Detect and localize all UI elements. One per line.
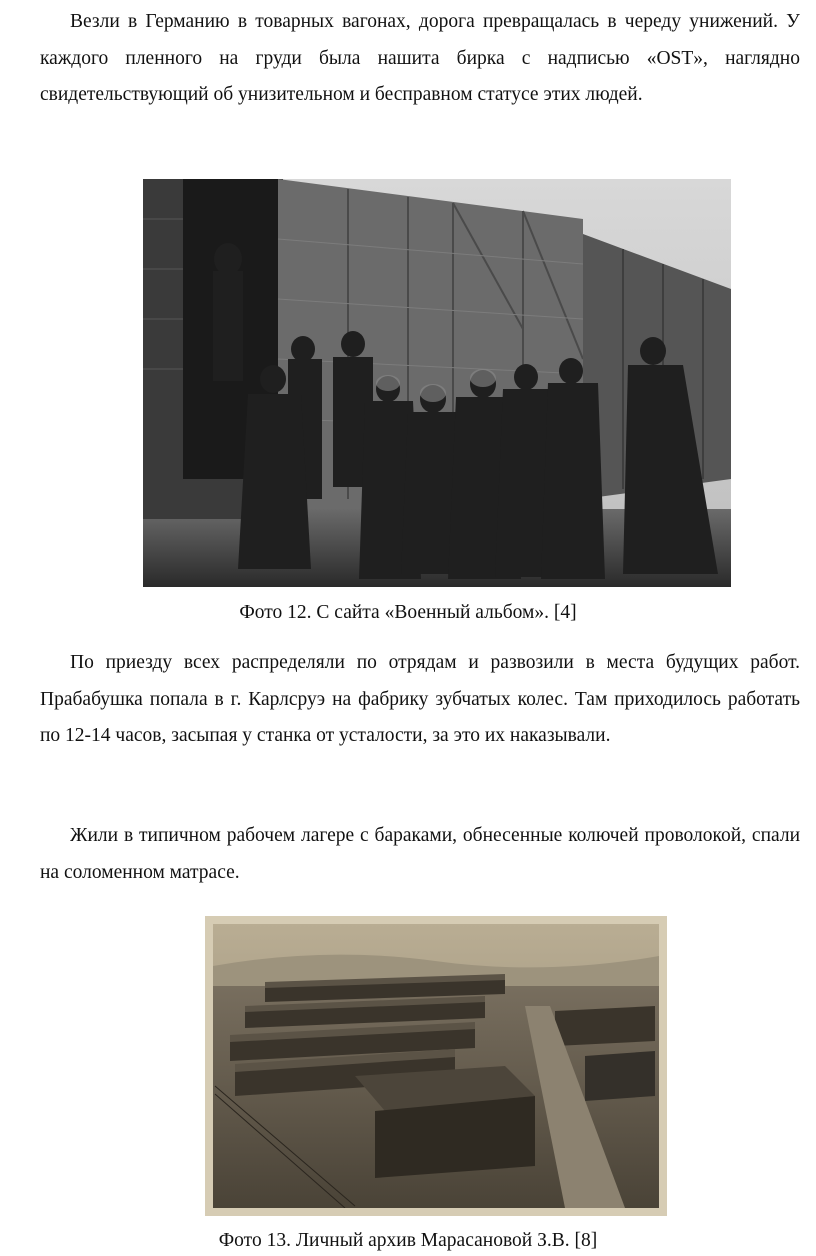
photo-labor-camp xyxy=(205,916,667,1216)
paragraph-3-text: Жили в типичном рабочем лагере с бараками, обнесенные колючей проволокой, спали на соломенном матрасе. xyxy=(40,825,800,883)
paragraph-3 xyxy=(40,818,800,891)
figure-caption-12: Фото 12. С сайта «Военный альбом». [4] xyxy=(239,602,577,623)
photo-train-wagons xyxy=(143,179,731,587)
paragraph-2 xyxy=(40,645,800,755)
figure-caption-13: Фото 13. Личный архив Марасановой З.В. [8] xyxy=(218,1230,598,1251)
paragraph-1-text: Везли в Германию в товарных вагонах, дорога превращалась в череду унижений. У каждого пленного на груди была нашита бирка с надписью «OST», наглядно свидетельствующий об унизительном и бесправном статусе этих людей. xyxy=(40,11,800,105)
paragraph-2-text: По приезду всех распределяли по отрядам и развозили в места будущих работ. Прабабушка попала в г. Карлсруэ на фабрику зубчатых колес. Там приходилось работать по 12-14 часов, засыпая у станка от усталости, за это их наказывали. xyxy=(40,652,800,746)
paragraph-1 xyxy=(40,4,800,114)
